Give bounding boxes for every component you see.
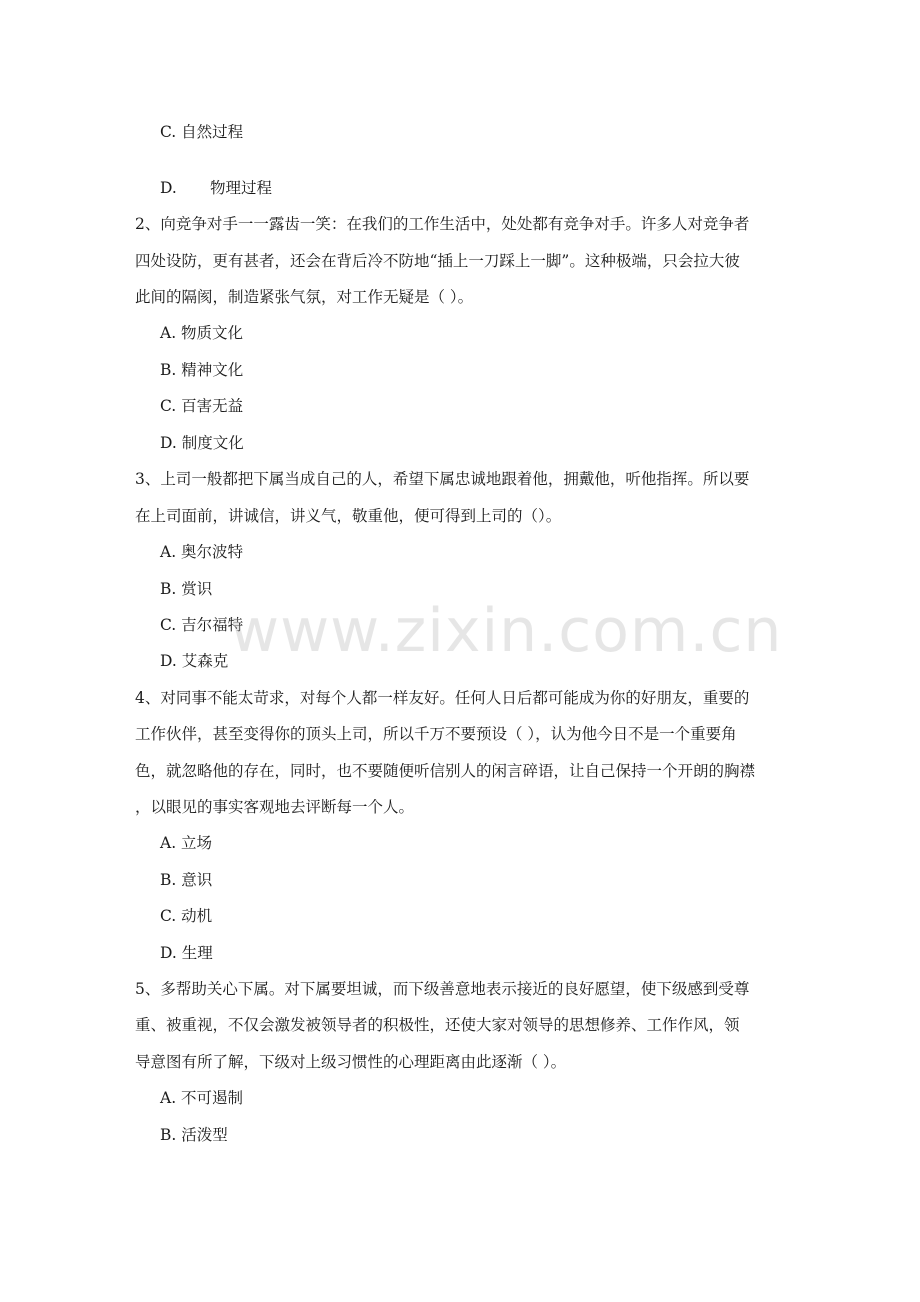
q4-option-a: A. 立场 [160, 834, 213, 852]
q5-line-3: 导意图有所了解，下级对上级习惯性的心理距离由此逐渐（ ）。 [135, 1053, 567, 1071]
q2-line-2: 四处设防，更有甚者，还会在背后冷不防地“插上一刀踩上一脚”。这种极端，只会拉大彼 [135, 252, 740, 270]
watermark: www.zixin.com.cn [230, 596, 783, 666]
q3-option-a: A. 奥尔波特 [160, 543, 244, 561]
q1-option-d-text: 物理过程 [210, 179, 273, 197]
q1-option-c: C. 自然过程 [160, 123, 244, 141]
q3-option-c: C. 吉尔福特 [160, 616, 244, 634]
q2-line-1: 2、向竞争对手一一露齿一笑：在我们的工作生活中，处处都有竞争对手。许多人对竞争者 [135, 215, 750, 233]
q3-line-2: 在上司面前，讲诚信，讲义气，敬重他，便可得到上司的（）。 [135, 507, 562, 525]
q4-option-d: D. 生理 [160, 944, 213, 962]
q1-option-d [160, 177, 820, 199]
q4-line-4: ，以眼见的事实客观地去评断每一个人。 [135, 798, 415, 816]
q2-line-3: 此间的隔阂，制造紧张气氛，对工作无疑是（ ）。 [135, 288, 474, 306]
q2-option-c: C. 百害无益 [160, 397, 244, 415]
q4-option-c: C. 动机 [160, 907, 213, 925]
q4-line-1: 4、对同事不能太苛求，对每个人都一样友好。任何人日后都可能成为你的好朋友，重要的 [135, 689, 750, 707]
q4-option-b: B. 意识 [160, 871, 213, 889]
q2-option-b: B. 精神文化 [160, 361, 244, 379]
q3-option-b: B. 赏识 [160, 580, 213, 598]
q2-option-a: A. 物质文化 [160, 324, 244, 342]
q2-option-d: D. 制度文化 [160, 434, 244, 452]
q4-line-2: 工作伙伴，甚至变得你的顶头上司，所以千万不要预设（ ），认为他今日不是一个重要角 [135, 725, 737, 743]
q5-line-1: 5、多帮助关心下属。对下属要坦诚，而下级善意地表示接近的良好愿望，使下级感到受尊 [135, 980, 750, 998]
q1-option-d-label: D. [160, 179, 177, 197]
q4-line-3: 色，就忽略他的存在，同时，也不要随便听信别人的闲言碎语，让自己保持一个开朗的胸襟 [135, 762, 756, 780]
q3-option-d: D. 艾森克 [160, 652, 229, 670]
q5-option-b: B. 活泼型 [160, 1126, 228, 1144]
q5-option-a: A. 不可遏制 [160, 1089, 244, 1107]
q5-line-2: 重、被重视，不仅会激发被领导者的积极性，还使大家对领导的思想修养、工作作风，领 [135, 1016, 740, 1034]
q3-line-1: 3、上司一般都把下属当成自己的人，希望下属忠诚地跟着他，拥戴他，听他指挥。所以要 [135, 470, 750, 488]
